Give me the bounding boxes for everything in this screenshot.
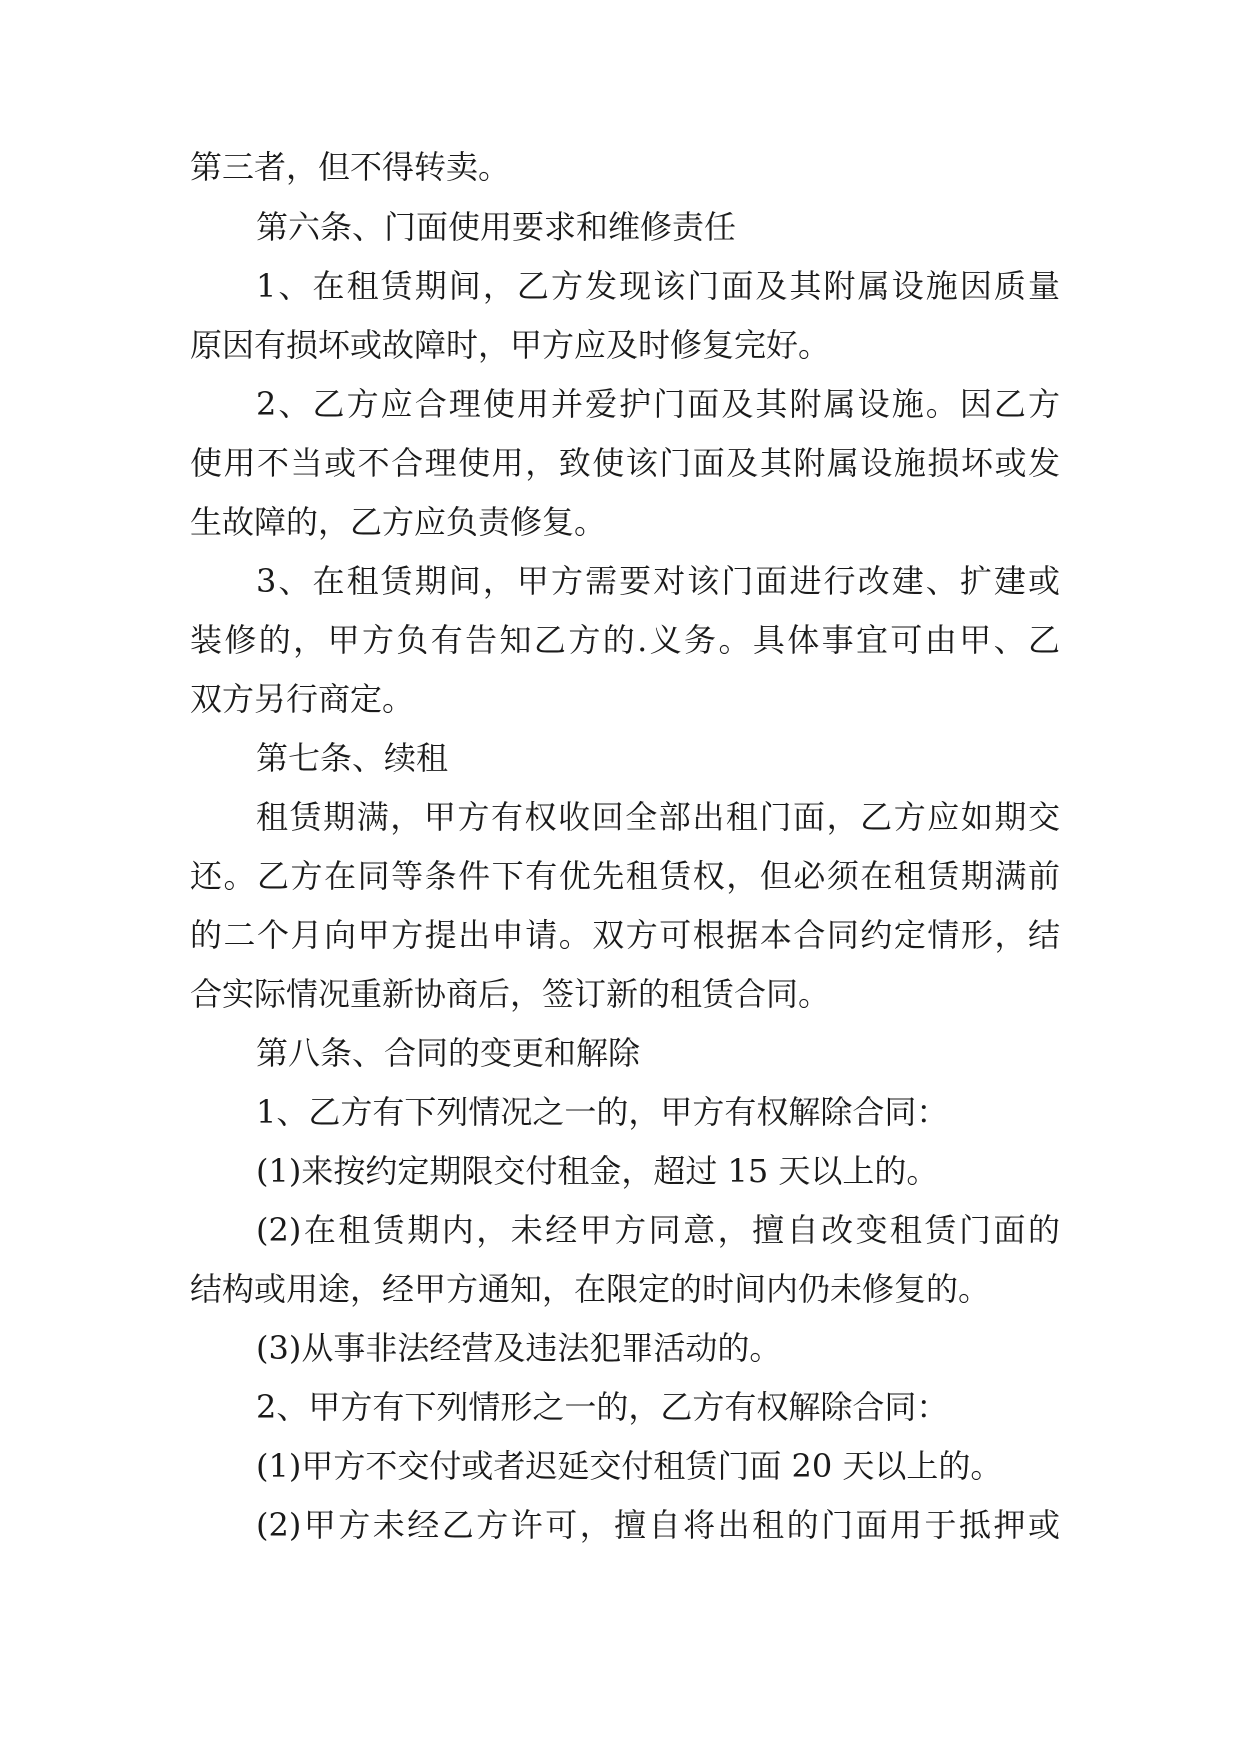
- text-line: 1、乙方有下列情况之一的，甲方有权解除合同：: [256, 1093, 949, 1131]
- section-heading: 第六条、门面使用要求和维修责任: [256, 208, 737, 246]
- text-line: 1、在租赁期间，乙方发现该门面及其附属设施因质量: [256, 267, 1060, 305]
- text-line: 的二个月向甲方提出申请。双方可根据本合同约定情形，结: [190, 916, 1060, 954]
- text-line: 合实际情况重新协商后，签订新的租赁合同。: [190, 975, 831, 1013]
- text-line: (2)甲方未经乙方许可，擅自将出租的门面用于抵押或: [256, 1506, 1060, 1544]
- text-line: 原因有损坏或故障时，甲方应及时修复完好。: [190, 326, 831, 364]
- text-line: 装修的，甲方负有告知乙方的.义务。具体事宜可由甲、乙: [190, 621, 1060, 659]
- text-line: (2)在租赁期内，未经甲方同意，擅自改变租赁门面的: [256, 1211, 1060, 1249]
- section-heading: 第七条、续租: [256, 739, 449, 777]
- text-line: 2、乙方应合理使用并爱护门面及其附属设施。因乙方: [256, 385, 1060, 423]
- text-line: 还。乙方在同等条件下有优先租赁权，但必须在租赁期满前: [190, 857, 1060, 895]
- section-heading: 第八条、合同的变更和解除: [256, 1034, 641, 1072]
- text-line: 生故障的，乙方应负责修复。: [190, 503, 607, 541]
- text-line: 第三者，但不得转卖。: [190, 148, 511, 186]
- text-line: 双方另行商定。: [190, 680, 415, 718]
- text-line: (3)从事非法经营及违法犯罪活动的。: [256, 1329, 782, 1367]
- text-line: 结构或用途，经甲方通知，在限定的时间内仍未修复的。: [190, 1270, 991, 1308]
- text-line: (1)甲方不交付或者迟延交付租赁门面 20 天以上的。: [256, 1447, 1003, 1485]
- text-line: 2、甲方有下列情形之一的，乙方有权解除合同：: [256, 1388, 949, 1426]
- text-line: 使用不当或不合理使用，致使该门面及其附属设施损坏或发: [190, 444, 1060, 482]
- text-line: 3、在租赁期间，甲方需要对该门面进行改建、扩建或: [256, 562, 1060, 600]
- text-line: 租赁期满，甲方有权收回全部出租门面，乙方应如期交: [256, 798, 1060, 836]
- text-line: (1)来按约定期限交付租金，超过 15 天以上的。: [256, 1152, 939, 1190]
